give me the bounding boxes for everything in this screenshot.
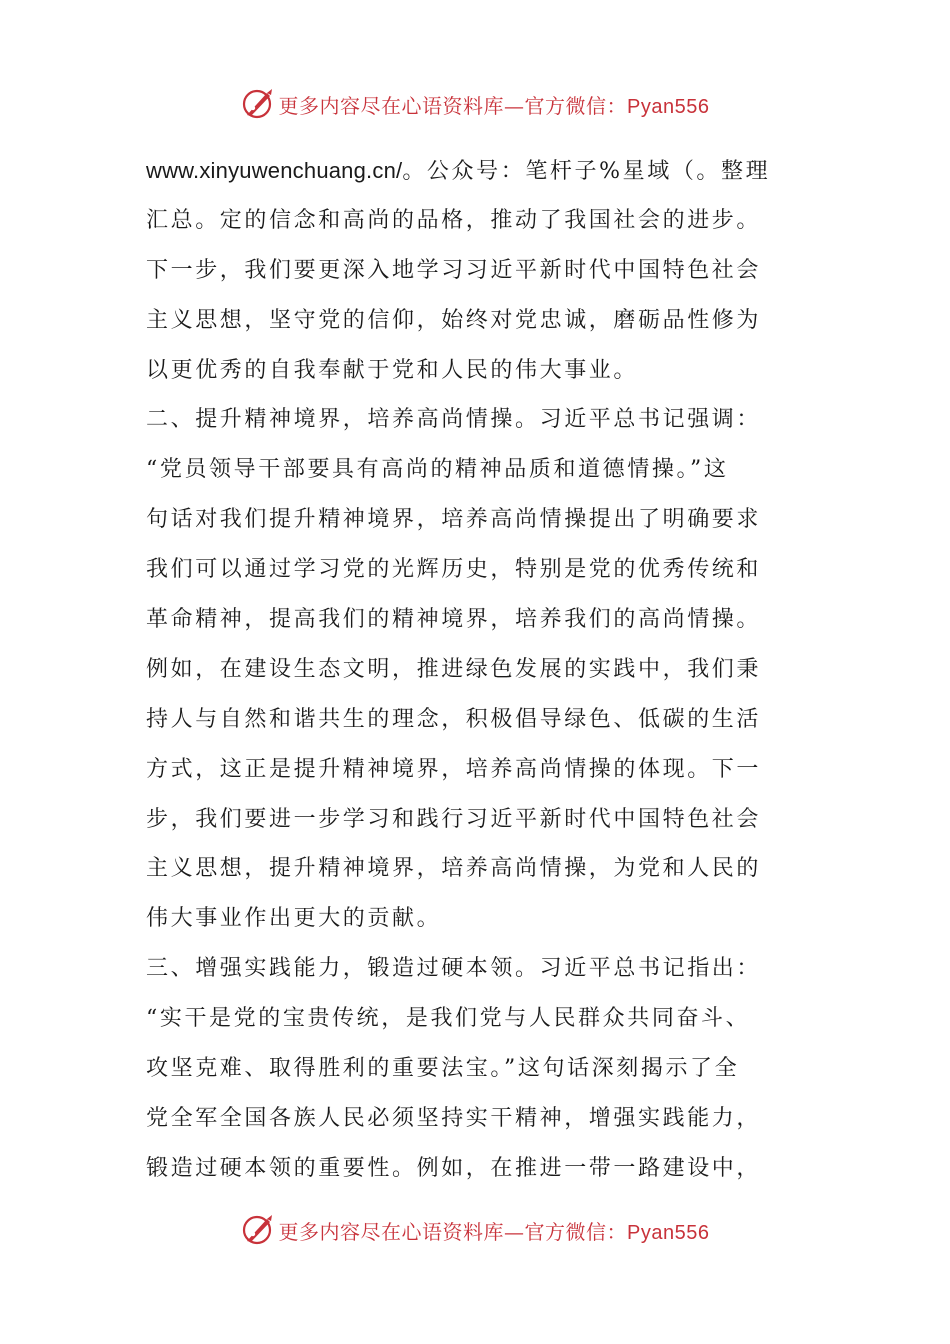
- body-line: 句话对我们提升精神境界，培养高尚情操提出了明确要求: [146, 507, 762, 533]
- body-line: [146, 146, 808, 196]
- body-line: 汇总。定的信念和高尚的品格，推动了我国社会的进步。: [146, 207, 762, 233]
- body-line: 持人与自然和谐共生的理念，积极倡导绿色、低碳的生活: [146, 706, 762, 732]
- body-line: 三、增强实践能力，锻造过硬本领。习近平总书记指出：: [146, 956, 762, 982]
- body-line: 方式，这正是提升精神境界，培养高尚情操的体现。下一: [146, 756, 762, 782]
- first-line-text: 。公众号：笔杆子%星域（。整理: [402, 159, 771, 184]
- body-line: 党全军全国各族人民必须坚持实干精神，增强实践能力，: [146, 1105, 762, 1131]
- quill-logo-icon: [241, 1213, 275, 1247]
- body-line: 例如，在建设生态文明，推进绿色发展的实践中，我们秉: [146, 656, 762, 682]
- body-line: 主义思想，提升精神境界，培养高尚情操，为党和人民的: [146, 856, 762, 882]
- footer-banner: [0, 1210, 950, 1250]
- body-line: “党员领导干部要具有高尚的精神品质和道德情操。”这: [146, 457, 729, 483]
- body-line: 二、提升精神境界，培养高尚情操。习近平总书记强调：: [146, 407, 762, 433]
- body-line: 我们可以通过学习党的光辉历史，特别是党的优秀传统和: [146, 557, 762, 583]
- quill-logo-icon: [241, 87, 275, 121]
- footer-text: [279, 1216, 710, 1245]
- body-line: 伟大事业作出更大的贡献。: [146, 906, 442, 932]
- footer-official: 官方微信：: [524, 1219, 628, 1244]
- header-brand: 更多内容尽在心语资料库: [278, 93, 505, 118]
- footer-dash: —: [504, 1219, 525, 1244]
- body-line: 锻造过硬本领的重要性。例如，在推进一带一路建设中，: [146, 1155, 762, 1181]
- body-line: “实干是党的宝贵传统，是我们党与人民群众共同奋斗、: [146, 1006, 751, 1032]
- header-banner: [0, 84, 950, 124]
- body-line: 以更优秀的自我奉献于党和人民的伟大事业。: [146, 357, 639, 383]
- body-line: 步，我们要进一步学习和践行习近平新时代中国特色社会: [146, 806, 762, 832]
- body-line: 革命精神，提高我们的精神境界，培养我们的高尚情操。: [146, 607, 762, 633]
- header-official: 官方微信：: [524, 93, 628, 118]
- header-text: [279, 90, 710, 119]
- website-url: www.xinyuwenchuang.cn/: [146, 158, 403, 183]
- document-body: [146, 146, 808, 1194]
- footer-brand: 更多内容尽在心语资料库: [278, 1219, 505, 1244]
- footer-wechat-id: Pyan556: [627, 1221, 710, 1244]
- header-wechat-id: Pyan556: [627, 95, 710, 118]
- body-line: 下一步，我们要更深入地学习习近平新时代中国特色社会: [146, 257, 762, 283]
- header-dash: —: [504, 93, 525, 118]
- body-line: 攻坚克难、取得胜利的重要法宝。”这句话深刻揭示了全: [146, 1056, 740, 1082]
- body-line: 主义思想，坚守党的信仰，始终对党忠诚，磨砺品性修为: [146, 307, 762, 333]
